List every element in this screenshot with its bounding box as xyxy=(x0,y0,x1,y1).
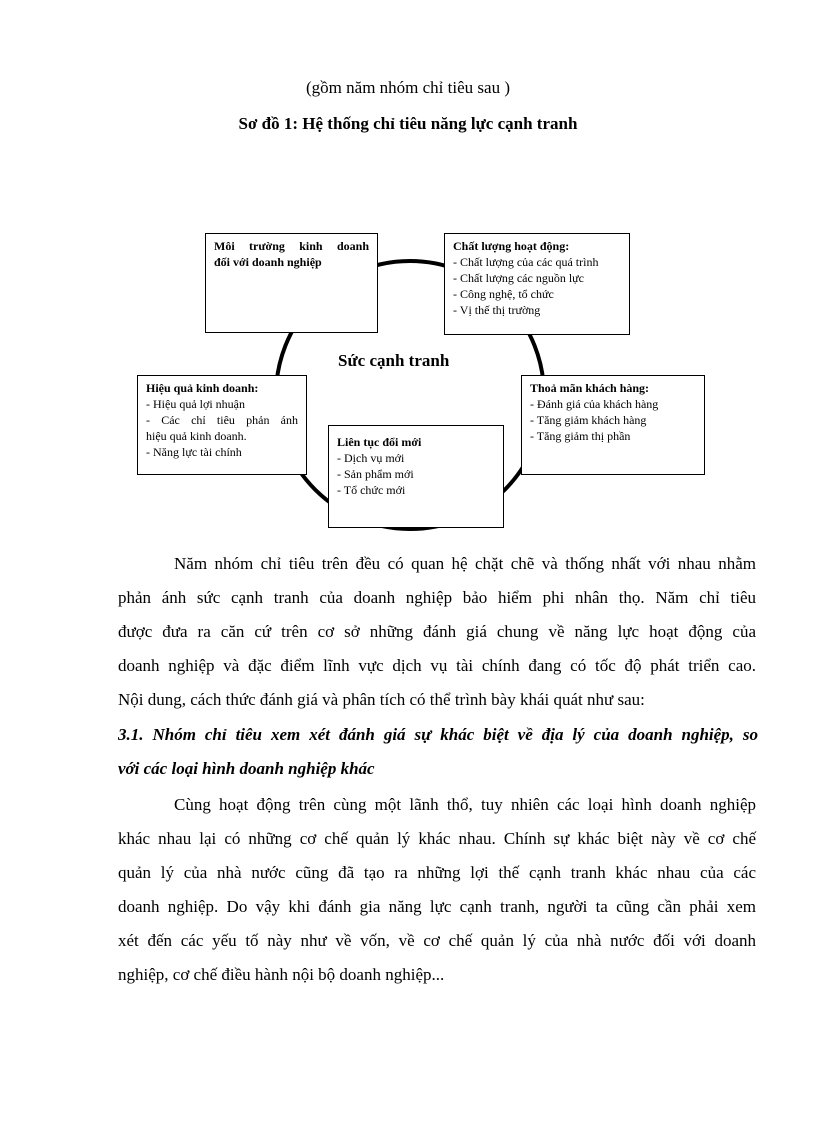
innovation-item: - Dịch vụ mới xyxy=(337,451,405,465)
paragraph-line: doanh nghiệp. Do vậy khi đánh gia năng lực cạnh tranh, người ta cũng cần phải xem xyxy=(118,897,756,916)
innovation-item: - Tổ chức mới xyxy=(337,483,406,497)
satisfaction-item: - Tăng giảm khách hàng xyxy=(530,413,647,427)
diagram-title: Sơ đồ 1: Hệ thống chỉ tiêu năng lực cạnh tranh xyxy=(238,114,578,133)
satisfaction-title: Thoả mãn khách hàng: xyxy=(530,381,650,395)
quality-item: - Vị thế thị trường xyxy=(453,303,541,317)
center-label: Sức cạnh tranh xyxy=(338,351,450,370)
paragraph-line: nghiệp, cơ chế điều hành nội bộ doanh nghiệp... xyxy=(118,965,445,984)
subtitle: (gồm năm nhóm chỉ tiêu sau ) xyxy=(306,78,510,97)
paragraph-summary xyxy=(118,547,756,717)
efficiency-item: - Năng lực tài chính xyxy=(146,445,242,459)
efficiency-item: - Các chỉ tiêu phản ánh xyxy=(146,413,298,427)
quality-item: - Chất lượng của các quá trình xyxy=(453,255,599,269)
environment-box xyxy=(205,233,378,333)
quality-item: - Chất lượng các nguồn lực xyxy=(453,271,584,285)
paragraph-line: phản ánh sức cạnh tranh của doanh nghiệp bảo hiểm phi nhân thọ. Năm chỉ tiêu xyxy=(118,588,756,607)
paragraph-line: xét đến các yếu tố này như về vốn, về cơ chế quản lý của nhà nước đối với doanh xyxy=(118,931,756,950)
efficiency-box xyxy=(137,375,307,475)
satisfaction-item: - Tăng giảm thị phần xyxy=(530,429,631,443)
environment-title-line2: đối với doanh nghiệp xyxy=(214,255,322,269)
paragraph-line: Cùng hoạt động trên cùng một lãnh thổ, tuy nhiên các loại hình doanh nghiệp xyxy=(174,795,756,814)
innovation-item: - Sản phẩm mới xyxy=(337,467,414,481)
paragraph-line: quản lý của nhà nước cũng đã tạo ra những lợi thế cạnh tranh khác nhau của các xyxy=(118,863,756,882)
competitiveness-diagram xyxy=(0,0,816,540)
paragraph-section-3-1 xyxy=(118,788,756,992)
heading-line: 3.1. Nhóm chỉ tiêu xem xét đánh giá sự khác biệt về địa lý của doanh nghiệp, so xyxy=(118,725,758,744)
paragraph-line: doanh nghiệp và đặc điểm lĩnh vực dịch vụ tài chính đang có tốc độ phát triển cao. xyxy=(118,656,756,675)
satisfaction-item: - Đánh giá của khách hàng xyxy=(530,397,659,411)
paragraph-line: khác nhau lại có những cơ chế quản lý khác nhau. Chính sự khác biệt này về cơ chế xyxy=(118,829,756,848)
quality-title: Chất lượng hoạt động: xyxy=(453,239,570,253)
efficiency-item: hiệu quả kinh doanh. xyxy=(146,429,247,443)
innovation-box xyxy=(328,425,504,528)
heading-line: với các loại hình doanh nghiệp khác xyxy=(118,759,375,778)
paragraph-line: Nội dung, cách thức đánh giá và phân tích có thể trình bày khái quát như sau: xyxy=(118,690,645,709)
paragraph-line: được đưa ra căn cứ trên cơ sở những đánh giá chung về năng lực hoạt động của xyxy=(118,622,756,641)
quality-box xyxy=(444,233,630,335)
environment-title-line1: Môi trường kinh doanh xyxy=(214,239,369,253)
satisfaction-box xyxy=(521,375,705,475)
quality-item: - Công nghệ, tổ chức xyxy=(453,287,554,301)
section-heading-3-1 xyxy=(118,718,758,786)
efficiency-item: - Hiệu quả lợi nhuận xyxy=(146,397,245,411)
efficiency-title: Hiệu quả kinh doanh: xyxy=(146,381,259,395)
paragraph-line: Năm nhóm chỉ tiêu trên đều có quan hệ chặt chẽ và thống nhất với nhau nhằm xyxy=(174,554,756,573)
innovation-title: Liên tục đổi mới xyxy=(337,435,422,449)
